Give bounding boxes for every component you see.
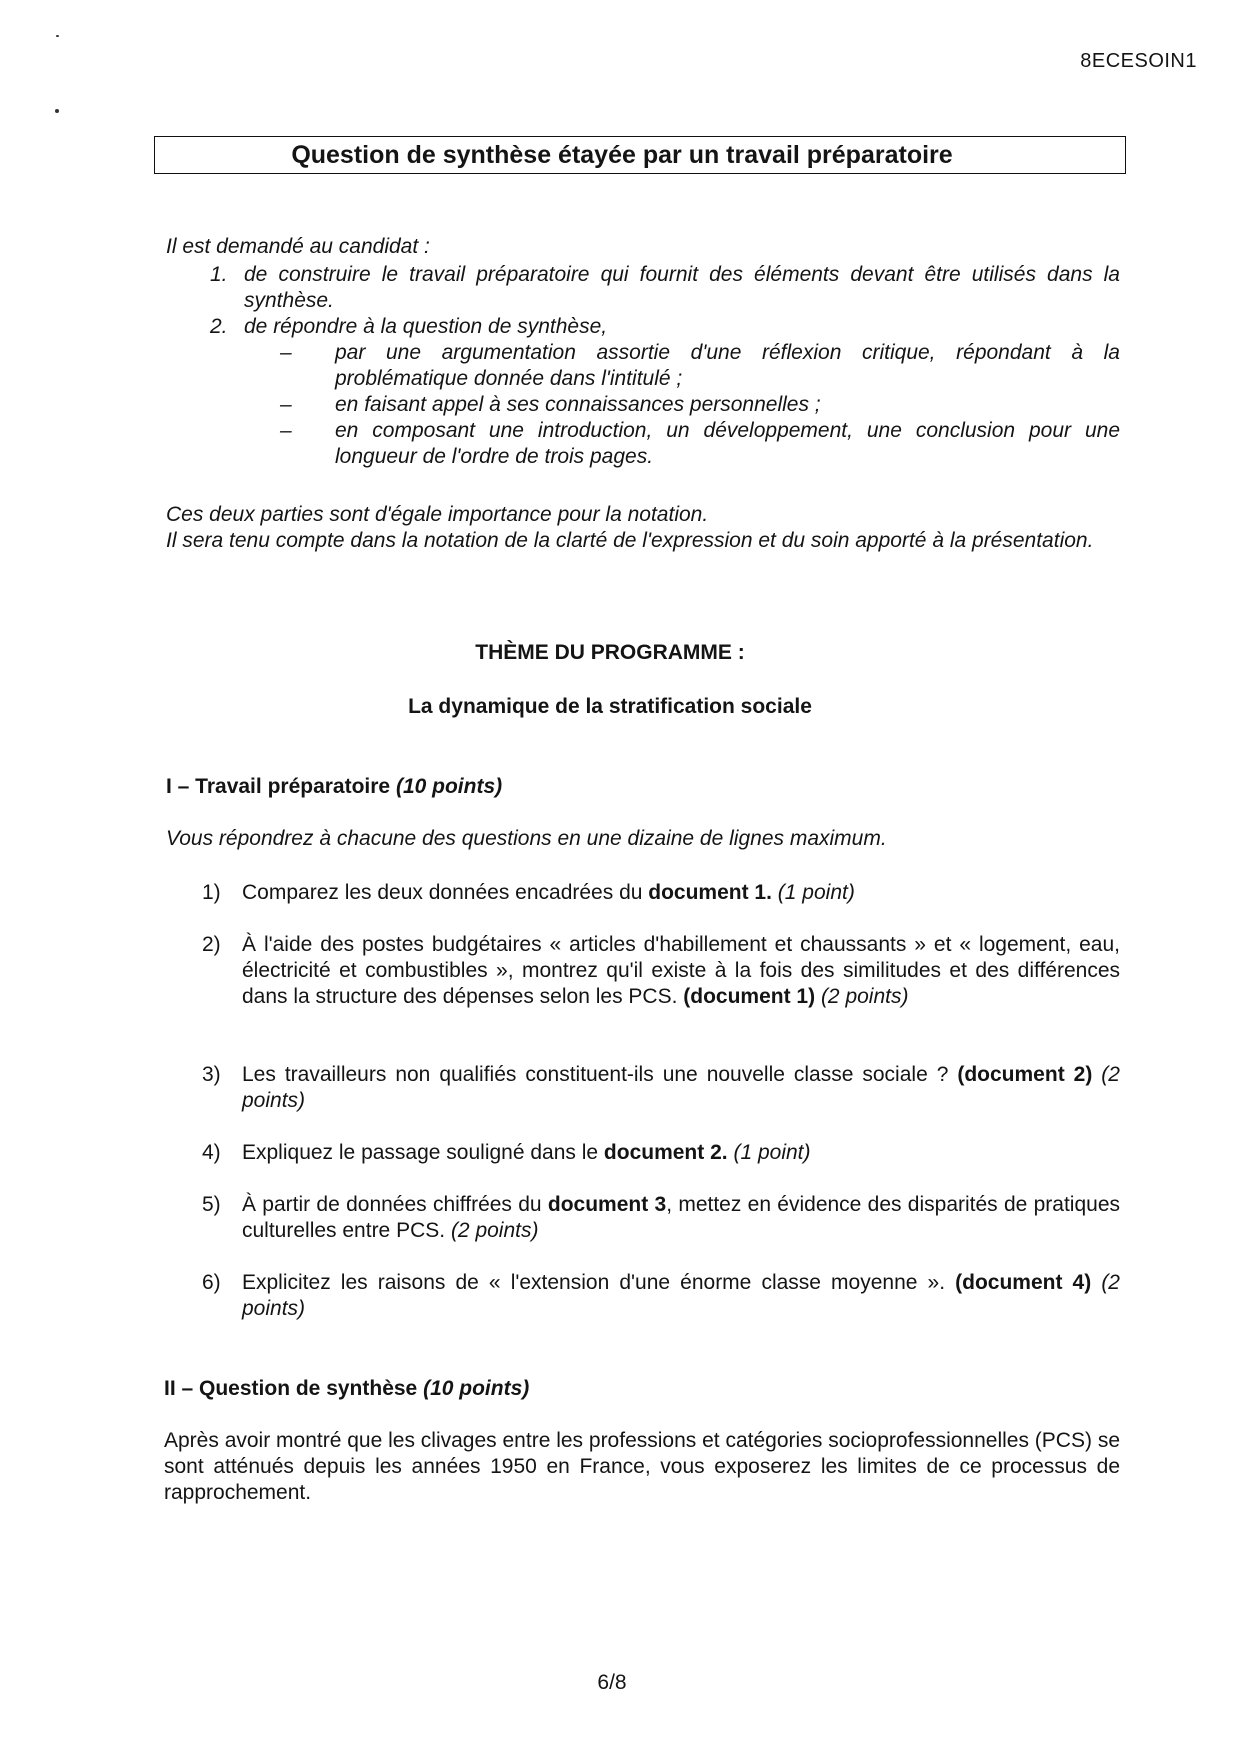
page-number: 6/8 xyxy=(597,1671,627,1694)
instruction-sub-3: en composant une introduction, un développement, une conclusion pour une longueur de l'ordre de trois pages. xyxy=(335,419,1120,468)
question-1-document: document 1. xyxy=(648,881,772,904)
instruction-sub-1: par une argumentation assortie d'une réflexion critique, répondant à la problématique donnée dans l'intitulé ; xyxy=(335,341,1120,390)
page-title xyxy=(154,136,1126,174)
question-6-document: (document 4) xyxy=(955,1271,1092,1294)
scan-speck xyxy=(56,35,59,37)
question-4-points: (1 point) xyxy=(733,1141,811,1164)
question-6-number: 6) xyxy=(202,1271,221,1294)
instruction-item-2-text: de répondre à la question de synthèse, xyxy=(244,315,608,338)
part-1-heading xyxy=(166,774,502,800)
bullet-dash: – xyxy=(280,393,292,416)
instruction-sub-2: en faisant appel à ses connaissances personnelles ; xyxy=(335,393,821,416)
part-2-heading xyxy=(164,1376,529,1402)
document-code: 8ECESOIN1 xyxy=(1080,50,1197,72)
question-3-document: (document 2) xyxy=(957,1063,1093,1086)
bullet-dash: – xyxy=(280,419,292,442)
question-6 xyxy=(242,1270,1120,1322)
synthesis-question: Après avoir montré que les clivages entre les professions et catégories socioprofessionnelles (PCS) se sont atténués depuis les années 1950 en France, vous exposerez les limites de ce processus de rapprochement. xyxy=(164,1429,1120,1504)
question-5-text-a: À partir de données chiffrées du xyxy=(242,1193,548,1216)
bullet-dash: – xyxy=(280,341,292,364)
question-1-number: 1) xyxy=(202,881,221,904)
question-6-text: Explicitez les raisons de « l'extension d'une énorme classe moyenne ». xyxy=(242,1271,956,1294)
part-1-points: (10 points) xyxy=(395,775,503,798)
theme-subject: La dynamique de la stratification sociale xyxy=(408,695,812,718)
question-4-text: Expliquez le passage souligné dans le xyxy=(242,1141,604,1164)
question-2-points: (2 points) xyxy=(820,985,909,1008)
question-5 xyxy=(242,1192,1120,1244)
part-1-heading-text: I – Travail préparatoire xyxy=(166,775,391,798)
question-1-text: Comparez les deux données encadrées du xyxy=(242,881,649,904)
question-5-document: document 3 xyxy=(547,1193,667,1216)
question-2-number: 2) xyxy=(202,933,221,956)
instruction-item-1-number: 1. xyxy=(210,263,228,286)
question-1-points: (1 point) xyxy=(777,881,855,904)
question-3-points: (2 points) xyxy=(242,1063,1120,1112)
question-5-number: 5) xyxy=(202,1193,221,1216)
question-4 xyxy=(242,1140,1120,1166)
instructions-intro: Il est demandé au candidat : xyxy=(166,235,430,258)
question-6-points: (2 points) xyxy=(242,1271,1120,1320)
part-2-heading-text: II – Question de synthèse xyxy=(164,1377,418,1400)
instruction-item-2-number: 2. xyxy=(210,315,228,338)
question-3-text: Les travailleurs non qualifiés constituent-ils une nouvelle classe sociale ? xyxy=(242,1063,958,1086)
question-3-number: 3) xyxy=(202,1063,221,1086)
question-4-document: document 2. xyxy=(603,1141,728,1164)
part-1-intro: Vous répondrez à chacune des questions en une dizaine de lignes maximum. xyxy=(166,827,887,850)
theme-label: THÈME DU PROGRAMME : xyxy=(475,641,745,664)
question-3 xyxy=(242,1062,1120,1114)
page-title-text: Question de synthèse étayée par un travail préparatoire xyxy=(291,141,953,169)
question-2-document: (document 1) xyxy=(683,985,816,1008)
grading-note-1: Ces deux parties sont d'égale importance pour la notation. xyxy=(166,503,709,526)
instruction-item-1-text: de construire le travail préparatoire qui fournit des éléments devant être utilisés dans la synthèse. xyxy=(244,263,1120,312)
part-2-points: (10 points) xyxy=(423,1377,530,1400)
question-5-text-b: , mettez en évidence des disparités de pratiques culturelles entre PCS. xyxy=(242,1193,1120,1242)
question-2-text: À l'aide des postes budgétaires « articles d'habillement et chaussants » et « logement, eau, électricité et combustibles », montrez qu'il existe à la fois des similitudes et des différences dans la structure des dépenses selon les PCS. xyxy=(242,933,1120,1008)
scan-speck xyxy=(55,109,59,113)
question-1 xyxy=(242,880,1120,906)
question-4-number: 4) xyxy=(202,1141,221,1164)
question-2 xyxy=(242,932,1120,1010)
grading-note-2: Il sera tenu compte dans la notation de la clarté de l'expression et du soin apporté à la présentation. xyxy=(166,529,1094,552)
question-5-points: (2 points) xyxy=(450,1219,539,1242)
